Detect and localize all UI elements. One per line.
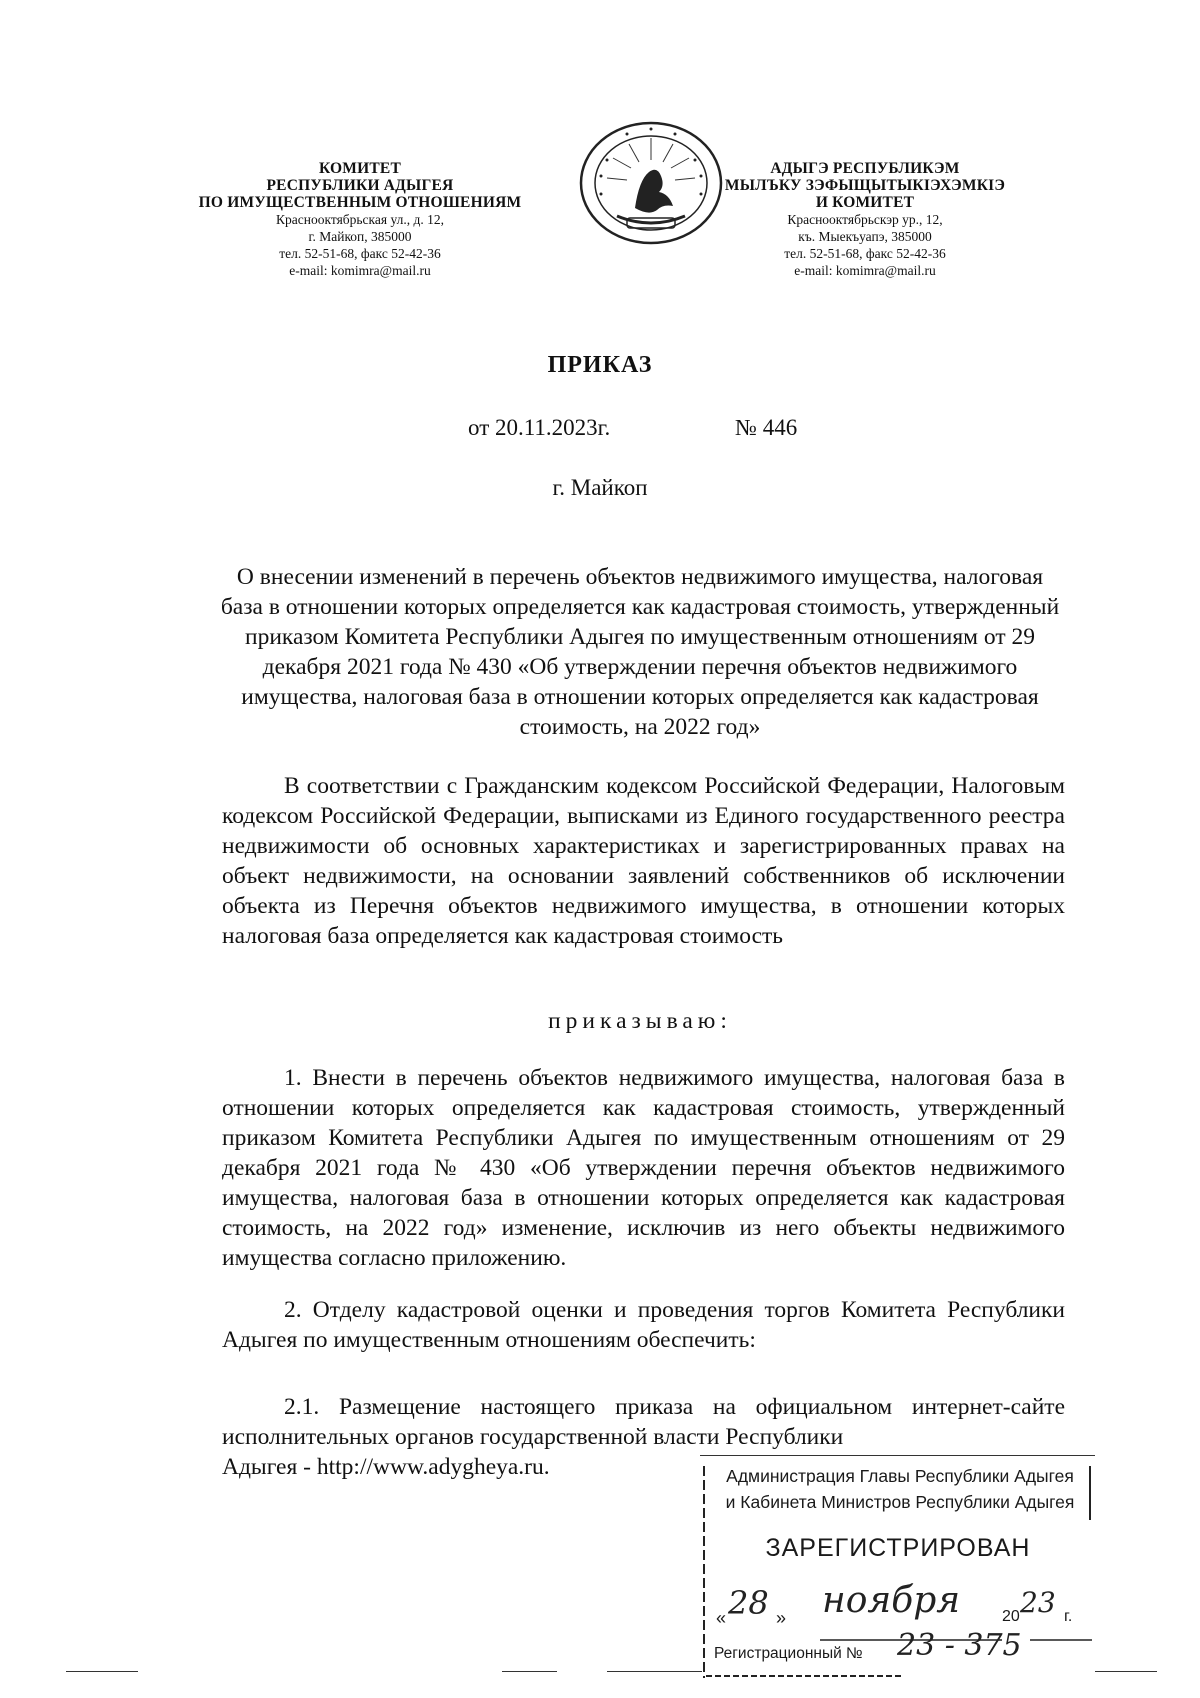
document-title: ПРИКАЗ [547,352,653,378]
document-number: № 446 [735,415,798,440]
stamp-line2: и Кабинета Министров Республики Адыгея [725,1492,1075,1512]
header-left-line2: РЕСПУБЛИКИ АДЫГЕЯ [266,177,454,194]
header-right-email: e-mail: komimra@mail.ru [794,263,936,278]
stamp-line1: Администрация Главы Республики Адыгея [726,1466,1074,1486]
document-city: г. Майкоп [552,475,648,500]
stamp-reg-number: 23 - 375 [897,1628,1022,1663]
header-right-line3: И КОМИТЕТ [815,194,915,211]
header-left-email: e-mail: komimra@mail.ru [289,263,431,278]
stamp-quote-open: « [716,1608,727,1628]
underline-rule [700,1455,1095,1456]
header-right-phone: тел. 52-51-68, факс 52-42-36 [784,246,946,261]
header-left [135,160,585,279]
header-right-address1: Краснооктябрьскэр ур., 12, [787,212,943,227]
header-left-address2: г. Майкоп, 385000 [308,229,412,244]
header-left-line3: ПО ИМУЩЕСТВЕННЫМ ОТНОШЕНИЯМ [198,194,522,211]
footer-rule-3 [607,1671,702,1672]
item-2: 2. Отделу кадастровой оценки и проведения торгов Комитета Республики Адыгея по имущественным отношениям обеспечить: [222,1297,1065,1353]
header-left-phone: тел. 52-51-68, факс 52-42-36 [279,246,441,261]
stamp-quote-close: » [776,1608,787,1628]
order-word: приказываю: [548,1008,732,1034]
stamp-reg-label: Регистрационный № [714,1645,863,1662]
footer-rule-1 [66,1671,138,1672]
header-right-address2: къ. Мыекъуапэ, 385000 [798,229,932,244]
stamp-year-suffix: 23 [1020,1586,1056,1619]
document-date: от 20.11.2023г. [468,415,611,440]
stamp-year-mark: г. [1064,1608,1073,1625]
stamp-registered: ЗАРЕГИСТРИРОВАН [765,1534,1031,1562]
footer-rule-2 [502,1671,557,1672]
document-subject: О внесении изменений в перечень объектов недвижимого имущества, налоговая база в отношении которых определяется как кадастровая стоимость, утвержденный приказом Комитета Республики Адыгея по имущественным отношениям от 29 декабря 2021 года № 430 «Об утверждении перечня объектов недвижимого имущества, налоговая база в отношении которых определяется как кадастровая стоимость, на 2022 год» [220,564,1060,740]
document-preamble: В соответствии с Гражданским кодексом Российской Федерации, Налоговым кодексом Российской Федерации, выписками из Единого государственного реестра недвижимости об основных характеристиках и зарегистрированных правах на объект недвижимости, на основании заявлений собственников об исключении объекта из Перечня объектов недвижимого имущества, в отношении которых налоговая база определяется как кадастровая стоимость [222,773,1065,949]
footer-rule-4 [1095,1671,1157,1672]
header-right-line2: МЫЛЪКУ ЗЭФЫЩЫТЫКIЭХЭМКIЭ [724,177,1006,194]
stamp-day: 28 [728,1584,769,1622]
item-2-1-text: 2.1. Размещение настоящего приказа на официальном интернет-сайте исполнительных органов государственной власти Республики [222,1394,1065,1450]
header-left-address1: Краснооктябрьская ул., д. 12, [276,212,444,227]
header-right-line1: АДЫГЭ РЕСПУБЛИКЭМ [770,160,960,177]
stamp-month: ноября [822,1580,961,1621]
item-1: 1. Внести в перечень объектов недвижимого имущества, налоговая база в отношении которых определяется как кадастровая стоимость, утвержденный приказом Комитета Республики Адыгея по имущественным отношениям от 29 декабря 2021 года № 430 «Об утверждении перечня объектов недвижимого имущества, налоговая база в отношении которых определяется как кадастровая стоимость, на 2022 год» изменение, исключив из него объекты недвижимого имущества согласно приложению. [222,1065,1065,1271]
item-2-1-url: Адыгея - http://www.adygheya.ru. [222,1454,550,1480]
header-right [700,160,1030,279]
header-left-line1: КОМИТЕТ [318,160,401,177]
registration-stamp [702,1462,1094,1682]
stamp-year-prefix: 20 [1002,1608,1020,1625]
